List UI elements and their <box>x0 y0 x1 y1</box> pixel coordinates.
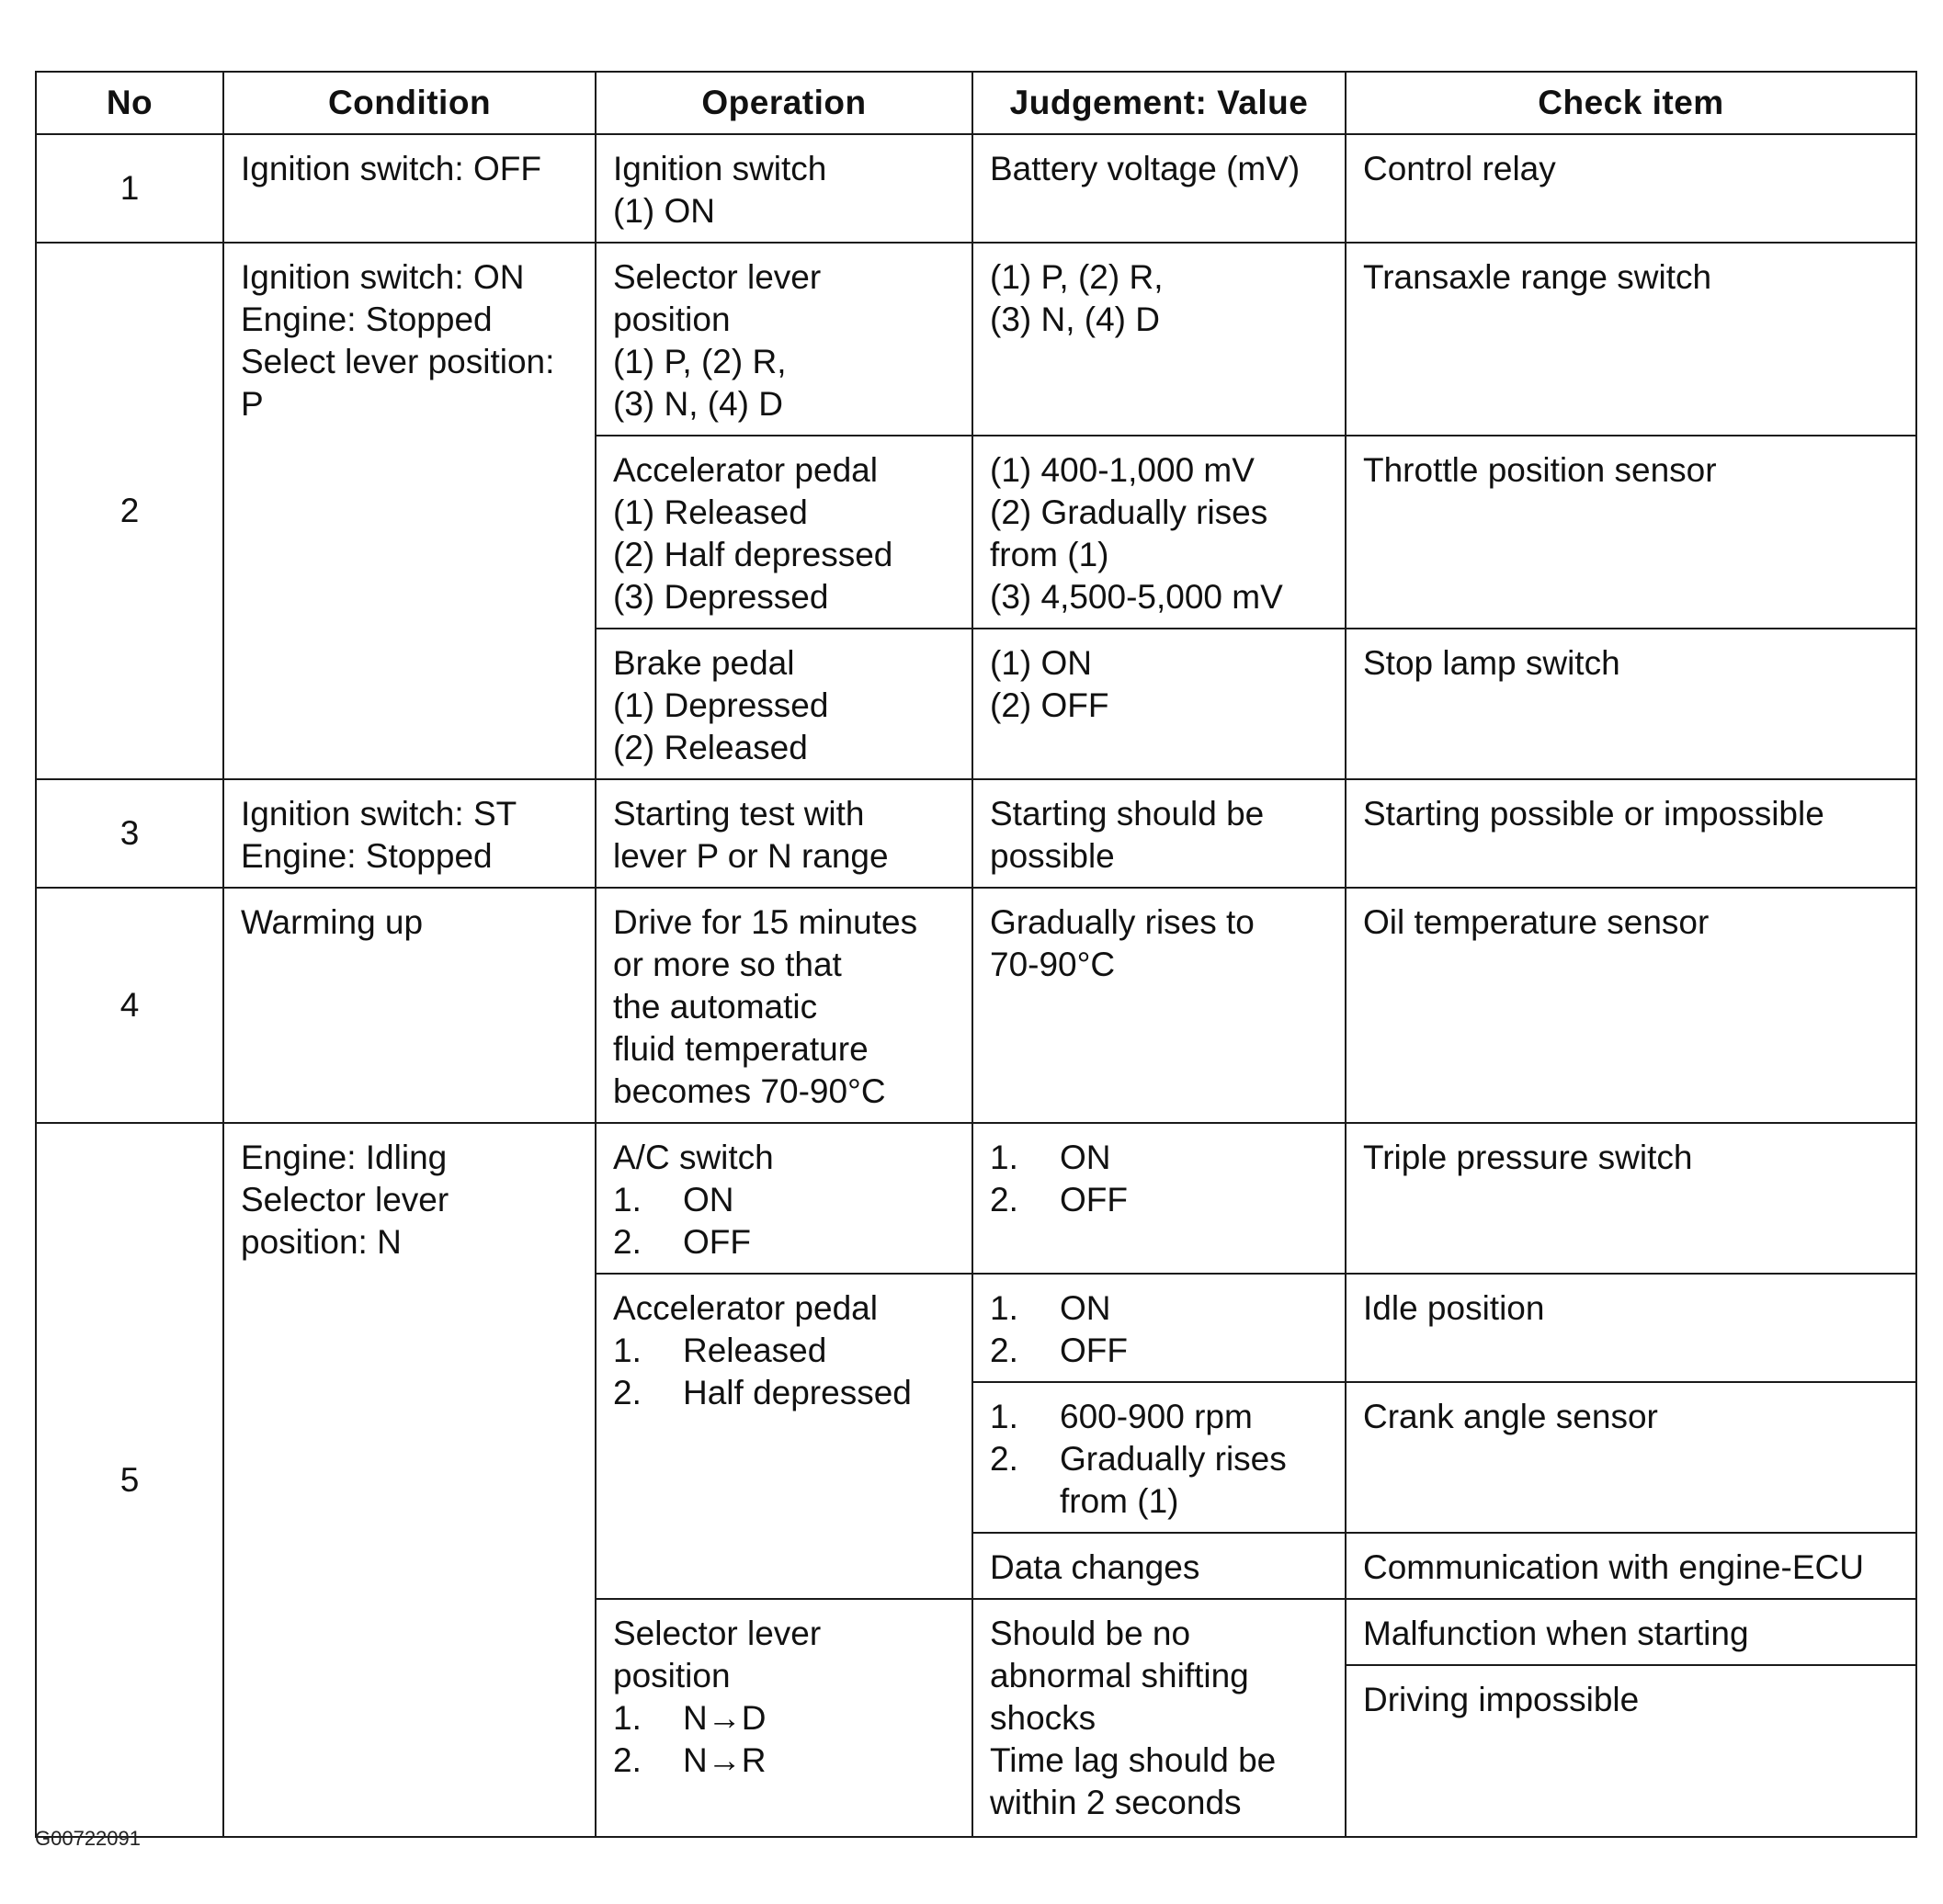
check-item-cell: Triple pressure switch <box>1346 1123 1916 1274</box>
check-item-cell: Crank angle sensor <box>1346 1382 1916 1533</box>
header-check-item: Check item <box>1346 72 1916 134</box>
row-number: 1 <box>36 134 223 243</box>
header-operation: Operation <box>596 72 972 134</box>
check-item-cell: Communication with engine-ECU <box>1346 1533 1916 1599</box>
header-no: No <box>36 72 223 134</box>
operation-cell: Selector lever position (1) P, (2) R, (3) N, (4) D <box>596 243 972 436</box>
operation-cell: Selector lever position 1. N→D 2. N→R <box>596 1599 972 1837</box>
row-number: 2 <box>36 243 223 779</box>
judgement-cell <box>972 1274 1346 1382</box>
judgement-cell: Starting should be possible <box>972 779 1346 888</box>
judgement-cell <box>972 1123 1346 1274</box>
table-row <box>36 1123 1916 1274</box>
list-item: 2. OFF <box>613 1223 751 1261</box>
check-item-cell: Stop lamp switch <box>1346 629 1916 779</box>
header-judgement: Judgement: Value <box>972 72 1346 134</box>
row-number: 3 <box>36 779 223 888</box>
diagnostic-table <box>35 71 1917 1838</box>
check-item-cell: Oil temperature sensor <box>1346 888 1916 1123</box>
header-row <box>36 72 1916 134</box>
list-item: 1. ON <box>613 1181 734 1218</box>
list-item: 1. Released <box>613 1332 827 1369</box>
judgement-cell: Gradually rises to 70-90°C <box>972 888 1346 1123</box>
check-item-cell: Malfunction when starting <box>1346 1599 1916 1665</box>
table-row <box>36 779 1916 888</box>
row-number: 5 <box>36 1123 223 1837</box>
table-row <box>36 243 1916 436</box>
operation-cell: Ignition switch (1) ON <box>596 134 972 243</box>
list-item: 1. ON <box>990 1139 1111 1176</box>
figure-id: G00722091 <box>35 1827 141 1850</box>
judgement-cell: Should be no abnormal shifting shocks Time lag should be within 2 seconds <box>972 1599 1346 1837</box>
list-item: 2. OFF <box>990 1181 1128 1218</box>
check-item-cell: Starting possible or impossible <box>1346 779 1916 888</box>
operation-cell: Accelerator pedal (1) Released (2) Half depressed (3) Depressed <box>596 436 972 629</box>
list-item: 1. 600-900 rpm <box>990 1398 1253 1435</box>
condition-cell: Ignition switch: OFF <box>223 134 596 243</box>
operation-cell: A/C switch 1. ON 2. OFF <box>596 1123 972 1274</box>
operation-cell: Accelerator pedal 1. Released 2. Half depressed <box>596 1274 972 1599</box>
check-item-cell: Transaxle range switch <box>1346 243 1916 436</box>
judgement-cell: (1) ON (2) OFF <box>972 629 1346 779</box>
judgement-cell <box>972 1382 1346 1533</box>
operation-cell: Brake pedal (1) Depressed (2) Released <box>596 629 972 779</box>
condition-cell: Engine: Idling Selector lever position: N <box>223 1123 596 1837</box>
table-row <box>36 888 1916 1123</box>
list-item: 1. N→D <box>613 1699 767 1737</box>
condition-cell: Ignition switch: ST Engine: Stopped <box>223 779 596 888</box>
list-item: 1. ON <box>990 1289 1111 1327</box>
operation-cell: Starting test with lever P or N range <box>596 779 972 888</box>
operation-cell: Drive for 15 minutes or more so that the automatic fluid temperature becomes 70-90°C <box>596 888 972 1123</box>
judgement-cell: Data changes <box>972 1533 1346 1599</box>
list-item: 2. Gradually rises <box>990 1440 1287 1478</box>
table-row <box>36 134 1916 243</box>
judgement-cell: Battery voltage (mV) <box>972 134 1346 243</box>
check-item-cell: Driving impossible <box>1346 1665 1916 1837</box>
check-item-cell: Throttle position sensor <box>1346 436 1916 629</box>
judgement-cell: (1) 400-1,000 mV (2) Gradually rises from (1) (3) 4,500-5,000 mV <box>972 436 1346 629</box>
list-item: 2. Half depressed <box>613 1374 912 1411</box>
list-item: 2. OFF <box>990 1332 1128 1369</box>
header-condition: Condition <box>223 72 596 134</box>
check-item-cell: Idle position <box>1346 1274 1916 1382</box>
condition-cell: Ignition switch: ON Engine: Stopped Select lever position: P <box>223 243 596 779</box>
check-item-cell: Control relay <box>1346 134 1916 243</box>
row-number: 4 <box>36 888 223 1123</box>
list-item: from (1) <box>1060 1482 1179 1520</box>
judgement-cell: (1) P, (2) R, (3) N, (4) D <box>972 243 1346 436</box>
list-item: 2. N→R <box>613 1741 767 1779</box>
condition-cell: Warming up <box>223 888 596 1123</box>
